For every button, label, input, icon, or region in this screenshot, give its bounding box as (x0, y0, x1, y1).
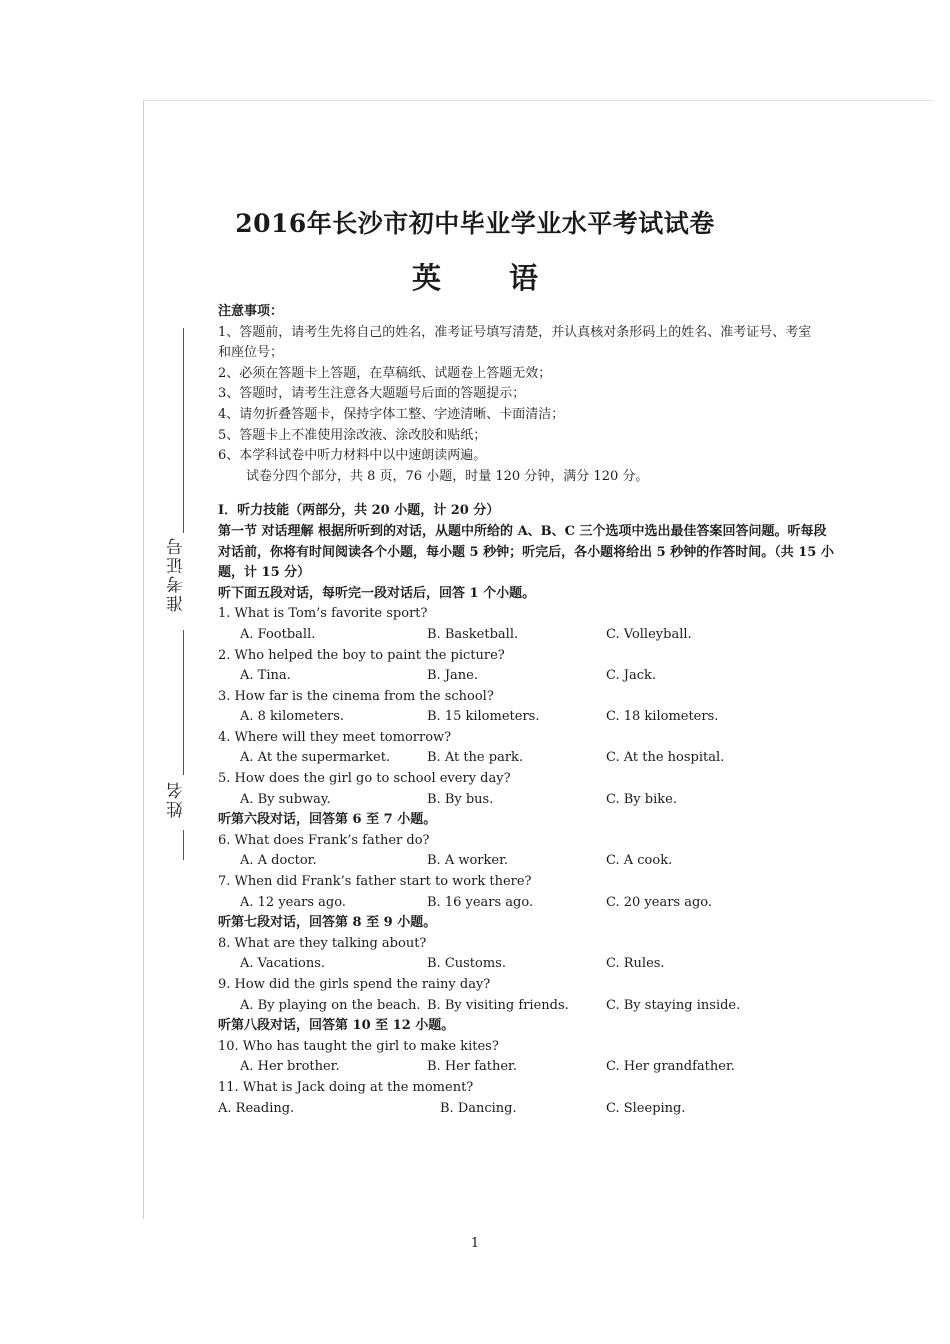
question: 5. How does the girl go to school every day? (218, 771, 511, 787)
question: 7. When did Frank’s father start to work there? (218, 874, 532, 890)
option-b: B. 15 kilometers. (427, 709, 540, 725)
options-row (218, 1057, 863, 1078)
page-number: 1 (470, 1236, 480, 1251)
options-row (218, 851, 863, 872)
question: 3. How far is the cinema from the school? (218, 688, 494, 704)
section-heading: I．听力技能（两部分，共 20 小题，计 20 分） (218, 503, 500, 519)
option-b: B. Customs. (427, 956, 506, 972)
option-b: B. At the park. (427, 750, 524, 766)
option-a: A. 12 years ago. (240, 894, 346, 910)
name-label: 姓名 (167, 780, 187, 818)
options-row (218, 996, 863, 1017)
options-row (218, 666, 863, 687)
option-b: B. Dancing. (440, 1100, 517, 1116)
options-row (218, 707, 863, 728)
question: 9. How did the girls spend the rainy day? (218, 977, 491, 992)
part-instruction: 听第七段对话，回答第 8 至 9 小题。 (218, 915, 437, 931)
options-row (218, 954, 863, 975)
options-row (218, 625, 863, 646)
options-row (218, 893, 863, 914)
option-b: B. Jane. (427, 668, 478, 684)
option-c: C. Sleeping. (606, 1100, 686, 1116)
option-a: A. A doctor. (240, 853, 317, 869)
exam-content (218, 302, 863, 1119)
section-intro: 对话前，你将有时间阅读各个小题，每小题 5 秒钟；听完后，各小题将给出 5 秒钟的作答时间。（共 15 小 (218, 544, 834, 560)
part-instruction: 听下面五段对话，每听完一段对话后，回答 1 个小题。 (218, 585, 536, 601)
question: 10. Who has taught the girl to make kites? (218, 1038, 499, 1054)
option-c: C. Volleyball. (606, 626, 692, 642)
binding-line (183, 830, 184, 860)
option-c: C. By bike. (606, 791, 677, 807)
option-b: B. By bus. (427, 791, 494, 807)
question: 1. What is Tom’s favorite sport? (218, 606, 428, 622)
spacer (218, 487, 863, 501)
option-a: A. Her brother. (240, 1059, 340, 1075)
option-a: A. 8 kilometers. (240, 709, 345, 725)
option-a: A. Reading. (218, 1100, 295, 1116)
option-c: C. A cook. (606, 853, 673, 869)
notice-line: 5、答题卡上不准使用涂改液、涂改胶和贴纸； (218, 427, 487, 443)
option-a: A. Tina. (240, 668, 291, 684)
section-intro: 题，计 15 分） (218, 565, 311, 581)
notice-heading: 注意事项： (218, 304, 284, 319)
binding-line (183, 328, 184, 533)
option-a: A. By subway. (240, 791, 331, 807)
exam-summary: 试卷分四个部分，共 8 页，76 小题，时量 120 分钟，满分 120 分。 (246, 468, 649, 484)
option-a: A. Vacations. (240, 956, 326, 972)
question: 4. Where will they meet tomorrow? (218, 729, 452, 745)
subject-char: 语 (509, 261, 539, 295)
option-b: B. Basketball. (427, 626, 519, 642)
option-b: B. Her father. (427, 1059, 517, 1075)
section-intro: 第一节 对话理解 根据所听到的对话，从题中所给的 A、B、C 三个选项中选出最佳答案回答问题。听每段 (218, 523, 827, 539)
exam-title: 2016年长沙市初中毕业学业水平考试试卷 (235, 209, 715, 238)
notice-line: 4、请勿折叠答题卡，保持字体工整、字迹清晰、卡面清洁； (218, 406, 565, 422)
option-c: C. Her grandfather. (606, 1059, 735, 1075)
option-b: B. By visiting friends. (427, 997, 569, 1013)
option-c: C. Jack. (606, 668, 657, 684)
exam-number-label: 准考证号 (167, 536, 187, 612)
option-c: C. 18 kilometers. (606, 709, 719, 725)
options-row (218, 790, 863, 811)
option-b: B. 16 years ago. (427, 894, 534, 910)
option-c: C. Rules. (606, 956, 665, 972)
notice-line: 3、答题时，请考生注意各大题题号后面的答题提示； (218, 386, 526, 402)
question: 2. Who helped the boy to paint the picture? (218, 647, 505, 663)
question: 11. What is Jack doing at the moment? (218, 1079, 474, 1095)
question: 8. What are they talking about? (218, 935, 427, 951)
option-a: A. At the supermarket. (240, 750, 391, 766)
part-instruction: 听第八段对话，回答第 10 至 12 小题。 (218, 1018, 455, 1034)
subject-title (0, 256, 950, 297)
part-instruction: 听第六段对话，回答第 6 至 7 小题。 (218, 812, 437, 828)
notice-line: 6、本学科试卷中听力材料中以中速朗读两遍。 (218, 448, 487, 464)
notice-line: 1、答题前，请考生先将自己的姓名，准考证号填写清楚，并认真核对条形码上的姓名、准考证号、考室 (218, 324, 812, 340)
question: 6. What does Frank’s father do? (218, 832, 430, 848)
binding-line (183, 630, 184, 775)
option-a: A. By playing on the beach. (240, 997, 421, 1013)
notice-line: 2、必须在答题卡上答题，在草稿纸、试题卷上答题无效； (218, 365, 552, 381)
options-row (218, 1099, 863, 1120)
notice-line: 和座位号； (218, 345, 284, 361)
option-c: C. By staying inside. (606, 997, 741, 1013)
options-row (218, 748, 863, 769)
option-c: C. At the hospital. (606, 750, 725, 766)
option-a: A. Football. (240, 626, 316, 642)
subject-char: 英 (411, 261, 441, 295)
option-c: C. 20 years ago. (606, 894, 713, 910)
option-b: B. A worker. (427, 853, 508, 869)
